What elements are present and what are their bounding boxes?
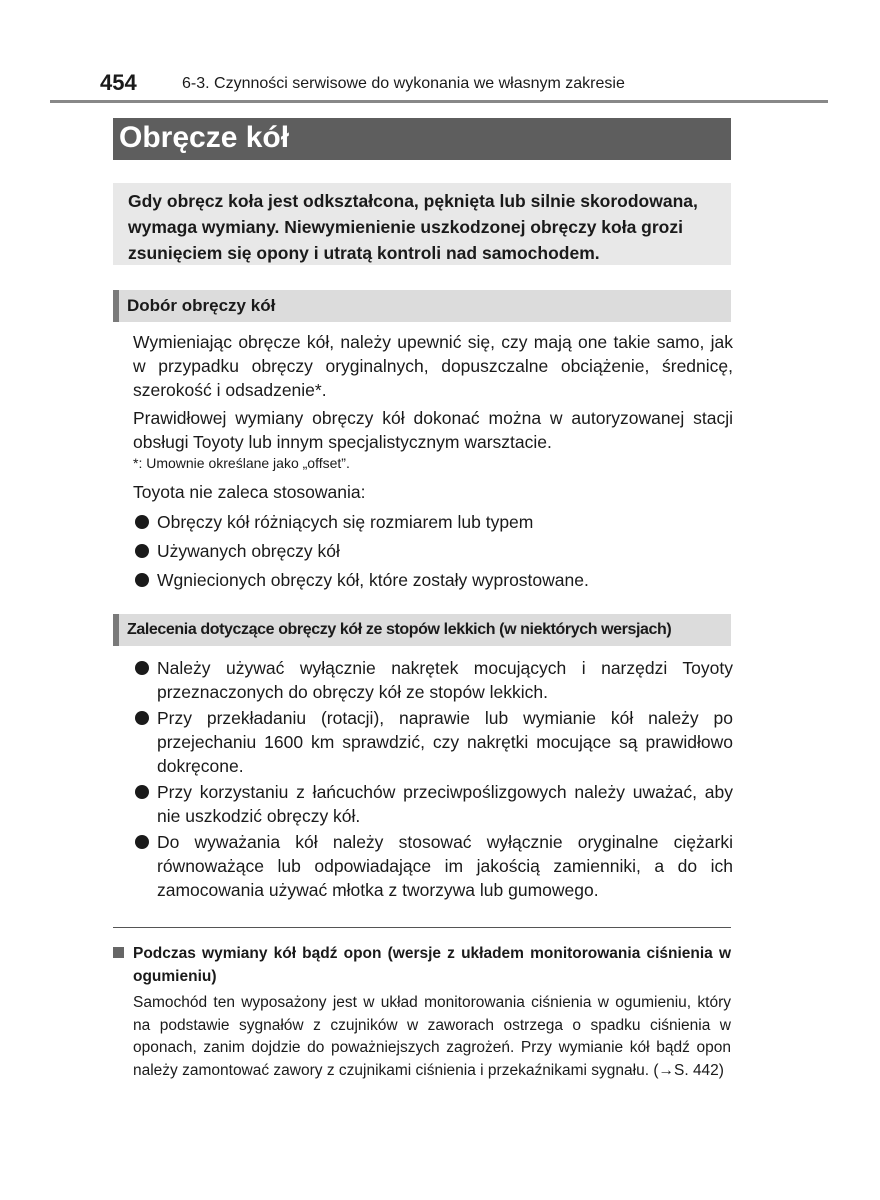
bullet-icon bbox=[135, 661, 149, 675]
chapter-title: 6-3. Czynności serwisowe do wykonania we własnym zakresie bbox=[182, 75, 625, 92]
square-bullet-icon bbox=[113, 947, 124, 958]
list-item bbox=[133, 780, 733, 828]
list-item bbox=[133, 539, 733, 563]
list-item bbox=[133, 568, 733, 592]
header-rule bbox=[50, 100, 828, 103]
bullet-icon bbox=[135, 515, 149, 529]
list-item-text: Do wyważania kół należy stosować wyłącznie oryginalne ciężarki równoważące lub odpowiadające im jakością zamienniki, a do ich zamocowania używać młotka z tworzywa lub gumowego. bbox=[157, 832, 733, 900]
note-body: Samochód ten wyposażony jest w układ monitorowania ciśnienia w ogumieniu, który na podstawie sygnałów z czujników w zaworach ostrzega o spadku ciśnienia w oponach, zanim dojdzie do poważniejszych zagrożeń. Przy wymianie kół bądź opon należy zamontować zawory z czujnikami ciśnienia i przekaźnikami sygnału. (→S. 442) bbox=[133, 994, 731, 1079]
not-recommended-list bbox=[133, 510, 733, 597]
list-item bbox=[133, 706, 733, 778]
note-heading-text: Podczas wymiany kół bądź opon (wersje z układem monitorowania ciśnienia w ogumieniu) bbox=[133, 945, 731, 985]
list-item-text: Używanych obręczy kół bbox=[157, 541, 340, 561]
selection-paragraph-2: Prawidłowej wymiany obręczy kół dokonać można w autoryzowanej stacji obsługi Toyoty lub innym specjalistycznym warsztacie. bbox=[133, 408, 733, 452]
list-item-text: Wgniecionych obręczy kół, które zostały wyprostowane. bbox=[157, 570, 589, 590]
alloy-recommendations-list bbox=[133, 656, 733, 904]
list-item bbox=[133, 510, 733, 534]
list-item bbox=[133, 656, 733, 704]
section-title: Obręcze kół bbox=[113, 118, 731, 160]
list-item-text: Obręczy kół różniących się rozmiarem lub typem bbox=[157, 512, 534, 532]
list-item bbox=[133, 830, 733, 902]
selection-paragraph-1: Wymieniając obręcze kół, należy upewnić się, czy mają one takie samo, jak w przypadku obręczy oryginalnych, dopuszczalne obciążenie, średnicę, szerokość i odsadzenie*. bbox=[133, 332, 733, 400]
warning-box: Gdy obręcz koła jest odkształcona, pęknięta lub silnie skorodowana, wymaga wymiany. Niewymienienie uszkodzonej obręczy koła grozi zsunięciem się opony i utratą kontroli nad samochodem. bbox=[113, 183, 731, 265]
selection-paragraph-3: Toyota nie zaleca stosowania: bbox=[133, 482, 366, 502]
subsection-heading-alloy: Zalecenia dotyczące obręczy kół ze stopów lekkich (w niektórych wersjach) bbox=[113, 614, 731, 646]
bullet-icon bbox=[135, 835, 149, 849]
list-item-text: Należy używać wyłącznie nakrętek mocujących i narzędzi Toyoty przeznaczonych do obręczy kół ze stopów lekkich. bbox=[157, 658, 733, 702]
subsection-heading-selection: Dobór obręczy kół bbox=[113, 290, 731, 322]
bullet-icon bbox=[135, 785, 149, 799]
bullet-icon bbox=[135, 544, 149, 558]
section-divider bbox=[113, 927, 731, 928]
page-number: 454 bbox=[100, 70, 137, 95]
note-heading bbox=[113, 942, 731, 988]
bullet-icon bbox=[135, 573, 149, 587]
bullet-icon bbox=[135, 711, 149, 725]
footnote: *: Umownie określane jako „offset”. bbox=[133, 455, 350, 471]
page-header bbox=[100, 70, 760, 100]
list-item-text: Przy korzystaniu z łańcuchów przeciwpoślizgowych należy uważać, aby nie uszkodzić obręczy kół. bbox=[157, 782, 733, 826]
list-item-text: Przy przekładaniu (rotacji), naprawie lub wymianie kół należy po przejechaniu 1600 km sprawdzić, czy nakrętki mocujące są prawidłowo dokręcone. bbox=[157, 708, 733, 776]
